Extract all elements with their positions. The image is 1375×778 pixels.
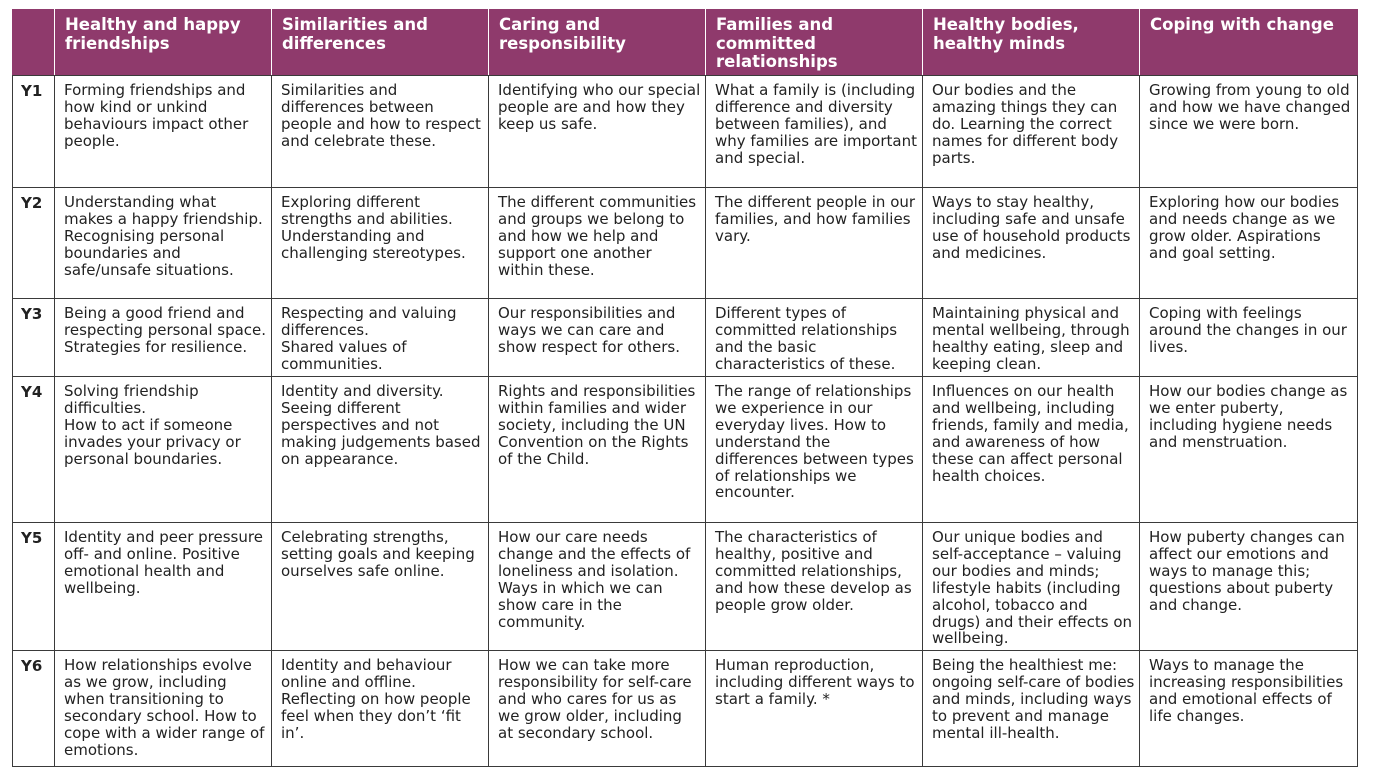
table-cell: Exploring how our bodies and needs change as we grow older. Aspirations and goal setting.	[1140, 188, 1358, 299]
table-cell: Understanding what makes a happy friendship. Recognising personal boundaries and safe/unsafe situations.	[55, 188, 272, 299]
table-cell: How we can take more responsibility for self-care and who cares for us as we grow older, including at secondary school.	[489, 651, 706, 767]
table-cell: Identity and diversity. Seeing different perspectives and not making judgements based on appearance.	[272, 377, 489, 523]
column-header: Caring and responsibility	[489, 10, 706, 76]
table-cell: Celebrating strengths, setting goals and keeping ourselves safe online.	[272, 523, 489, 651]
curriculum-table	[12, 9, 1358, 767]
table-cell: Identity and peer pressure off- and online. Positive emotional health and wellbeing.	[55, 523, 272, 651]
table-cell: Coping with feelings around the changes in our lives.	[1140, 299, 1358, 377]
year-label: Y6	[13, 651, 55, 767]
column-header: Similarities and differences	[272, 10, 489, 76]
table-cell: Forming friendships and how kind or unkind behaviours impact other people.	[55, 76, 272, 188]
table-cell: Human reproduction, including different ways to start a family. *	[706, 651, 923, 767]
year-label: Y1	[13, 76, 55, 188]
table-row	[13, 299, 1358, 377]
table-cell: Our bodies and the amazing things they can do. Learning the correct names for different body parts.	[923, 76, 1140, 188]
year-label: Y5	[13, 523, 55, 651]
table-cell: Similarities and differences between people and how to respect and celebrate these.	[272, 76, 489, 188]
table-cell: Growing from young to old and how we have changed since we were born.	[1140, 76, 1358, 188]
column-header: Coping with change	[1140, 10, 1358, 76]
header-row	[13, 10, 1358, 76]
table-cell: Influences on our health and wellbeing, including friends, family and media, and awareness of how these can affect personal health choices.	[923, 377, 1140, 523]
table-cell: Our unique bodies and self-acceptance – valuing our bodies and minds; lifestyle habits (including alcohol, tobacco and drugs) and their effects on wellbeing.	[923, 523, 1140, 651]
table-row	[13, 188, 1358, 299]
table-row	[13, 651, 1358, 767]
table-row	[13, 523, 1358, 651]
table-cell: Different types of committed relationships and the basic characteristics of these.	[706, 299, 923, 377]
column-header: Families and committed relationships	[706, 10, 923, 76]
table-cell: The different people in our families, and how families vary.	[706, 188, 923, 299]
column-header: Healthy and happy friendships	[55, 10, 272, 76]
table-row	[13, 377, 1358, 523]
table-cell: Ways to stay healthy, including safe and unsafe use of household products and medicines.	[923, 188, 1140, 299]
table-cell: The different communities and groups we belong to and how we help and support one another within these.	[489, 188, 706, 299]
table-cell: How our bodies change as we enter puberty, including hygiene needs and menstruation.	[1140, 377, 1358, 523]
year-label: Y3	[13, 299, 55, 377]
table-cell: Ways to manage the increasing responsibilities and emotional effects of life changes.	[1140, 651, 1358, 767]
table-row	[13, 76, 1358, 188]
table-cell: Identifying who our special people are and how they keep us safe.	[489, 76, 706, 188]
table-cell: The characteristics of healthy, positive and committed relationships, and how these develop as people grow older.	[706, 523, 923, 651]
table-cell: How relationships evolve as we grow, including when transitioning to secondary school. How to cope with a wider range of emotions.	[55, 651, 272, 767]
table-cell: Maintaining physical and mental wellbeing, through healthy eating, sleep and keeping clean.	[923, 299, 1140, 377]
corner-cell	[13, 10, 55, 76]
table-cell: Being a good friend and respecting personal space. Strategies for resilience.	[55, 299, 272, 377]
table-cell: What a family is (including difference and diversity between families), and why families are important and special.	[706, 76, 923, 188]
year-label: Y2	[13, 188, 55, 299]
year-label: Y4	[13, 377, 55, 523]
table-cell: Exploring different strengths and abilities. Understanding and challenging stereotypes.	[272, 188, 489, 299]
table-cell: Being the healthiest me: ongoing self-care of bodies and minds, including ways to prevent and manage mental ill-health.	[923, 651, 1140, 767]
table-cell: Our responsibilities and ways we can care and show respect for others.	[489, 299, 706, 377]
table-cell: How our care needs change and the effects of loneliness and isolation. Ways in which we can show care in the community.	[489, 523, 706, 651]
table-cell: How puberty changes can affect our emotions and ways to manage this; questions about puberty and change.	[1140, 523, 1358, 651]
table-cell: Rights and responsibilities within families and wider society, including the UN Convention on the Rights of the Child.	[489, 377, 706, 523]
table-cell: Identity and behaviour online and offline. Reflecting on how people feel when they don’t ‘fit in’.	[272, 651, 489, 767]
table-cell: Respecting and valuing differences. Shared values of communities.	[272, 299, 489, 377]
table-cell: The range of relationships we experience in our everyday lives. How to understand the differences between types of relationships we encounter.	[706, 377, 923, 523]
table-cell: Solving friendship difficulties. How to act if someone invades your privacy or personal boundaries.	[55, 377, 272, 523]
column-header: Healthy bodies, healthy minds	[923, 10, 1140, 76]
